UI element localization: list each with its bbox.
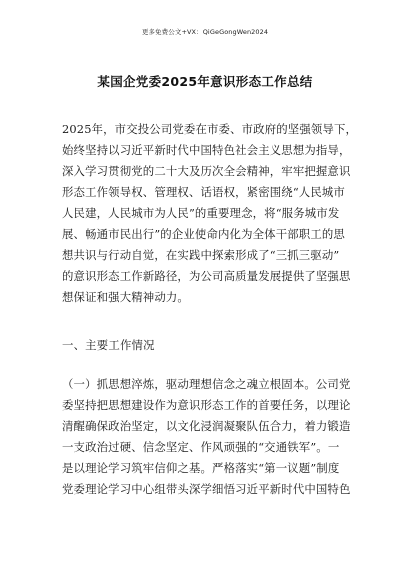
section-line: 一支政治过硬、信念坚定、作风顽强的“交通铁军”。一 xyxy=(62,440,340,454)
intro-line: 形态工作领导权、管理权、话语权，紧密围绕“人民城市 xyxy=(62,185,345,199)
intro-line: 始终坚持以习近平新时代中国特色社会主义思想为指导， xyxy=(62,143,351,157)
section-line: 党委理论学习中心组带头深学细悟习近平新时代中国特色 xyxy=(62,482,351,496)
section-line: 是以理论学习筑牢信仰之基。严格落实“第一议题”制度 xyxy=(62,461,340,475)
section-line: 委坚持把思想建设作为意识形态工作的首要任务，以理论 xyxy=(62,398,351,412)
intro-line: 人民建，人民城市为人民”的重要理念，将“服务城市发 xyxy=(62,206,340,220)
section-paragraph xyxy=(62,374,358,500)
intro-line: 深入学习贯彻党的二十大及历次全会精神，牢牢把握意识 xyxy=(62,164,351,178)
intro-line: 想共识与行动自觉，在实践中探索形成了“三抓三驱动” xyxy=(62,248,340,262)
intro-line: 展、畅通市民出行”的企业使命内化为全体干部职工的思 xyxy=(62,227,345,241)
section-line: 清醒确保政治坚定，以文化浸润凝聚队伍合力，着力锻造 xyxy=(62,419,351,433)
section-heading: 一、主要工作情况 xyxy=(62,338,155,352)
intro-line: 2025年，市交投公司党委在市委、市政府的坚强领导下， xyxy=(62,122,358,136)
header-note: 更多免费公文+VX：QiGeGongWen2024 xyxy=(141,28,269,36)
document-title: 某国企党委2025年意识形态工作总结 xyxy=(97,74,313,89)
section-line: （一）抓思想淬炼，驱动理想信念之魂立根固本。公司党 xyxy=(62,377,351,391)
intro-paragraph xyxy=(62,119,358,308)
intro-line: 的意识形态工作新路径，为公司高质量发展提供了坚强思 xyxy=(62,269,351,283)
intro-line: 想保证和强大精神动力。 xyxy=(62,290,189,304)
